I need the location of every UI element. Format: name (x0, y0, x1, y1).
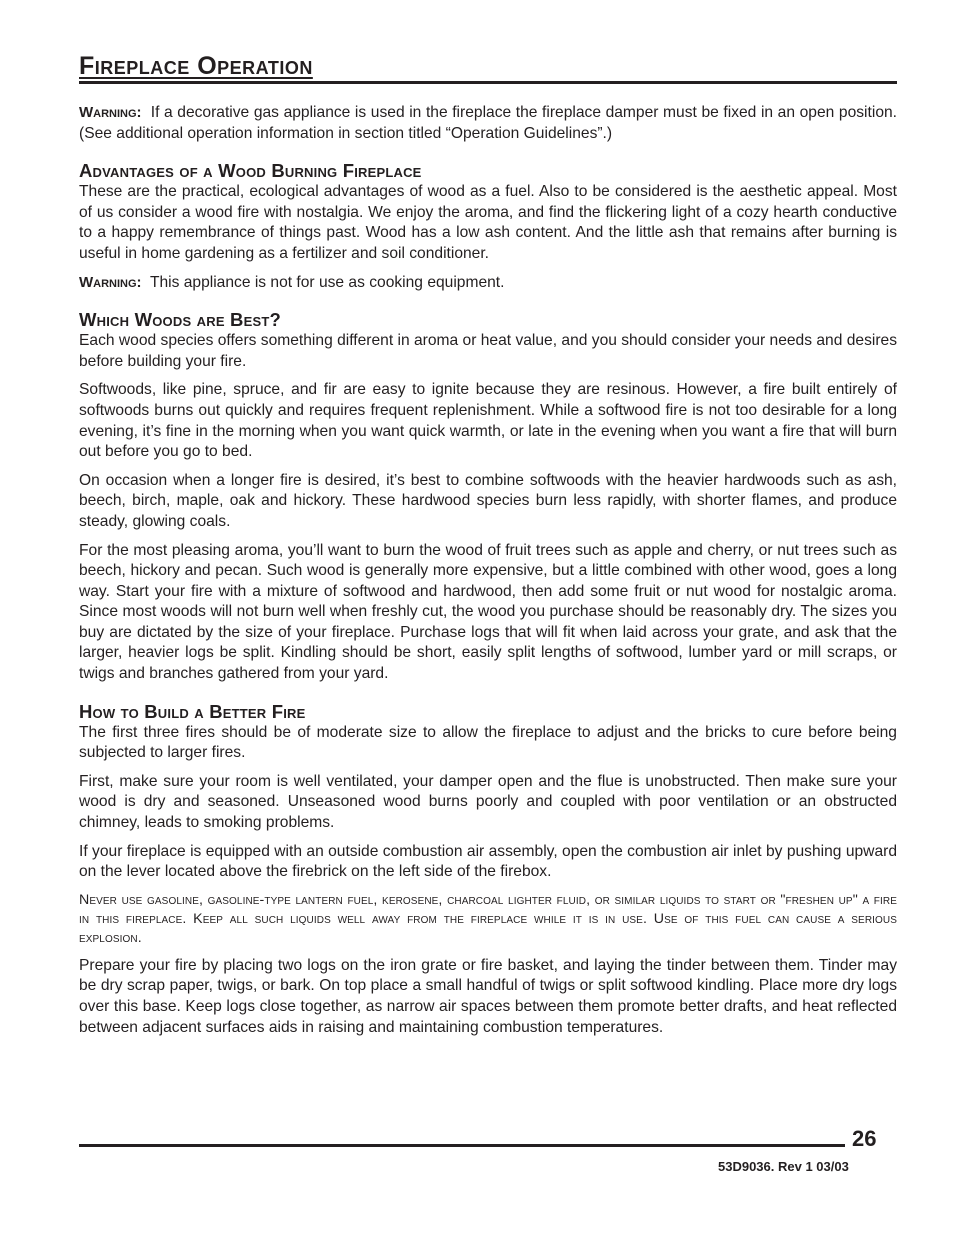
warning-paragraph (79, 103, 897, 144)
footer-rule (79, 1144, 845, 1147)
warning-label: Warning: (79, 273, 142, 291)
warning-text: If a decorative gas appliance is used in the fireplace the fireplace damper must be fixed in an open position. (See additional operation information in section titled “Operation Guidelines”.) (79, 104, 897, 142)
page-content (79, 54, 897, 1038)
paragraph: If your fireplace is equipped with an outside combustion air assembly, open the combustion air inlet by pushing upward on the lever located above the firebrick on the left side of the firebox. (79, 842, 897, 881)
paragraph: These are the practical, ecological advantages of wood as a fuel. Also to be considered is the aesthetic appeal. Most of us consider a wood fire with nostalgia. We enjoy the aroma, and find the flickering light of a cozy hearth conductive to a happy remembrance of things past. Wood has a low ash content. And the little ash that remains after burning is useful in home gardening as a fertilizer and soil conditioner. (79, 183, 897, 262)
paragraph: For the most pleasing aroma, you’ll want to burn the wood of fruit trees such as apple and cherry, or nut trees such as beech, hickory and pecan. Such wood is generally more expensive, but a little combined with other wood, goes a long way. Start your fire with a mixture of softwood and hardwood, then add some fruit or nut wood for nostalgic aroma. Since most woods will not burn well when freshly cut, the wood you purchase should be reasonably dry. The sizes you buy are dictated by the size of your fireplace. Purchase logs that will fit when laid across your grate, and ask that the larger, heavier logs be split. Kindling should be short, easily split lengths of softwood, lumber yard or mill scraps, or twigs and branches gathered from your yard. (79, 541, 897, 683)
warning-label: Warning: (79, 104, 142, 121)
document-id: 53D9036. Rev 1 03/03 (718, 1159, 849, 1174)
section-heading-woods: Which Woods are Best? (79, 309, 281, 331)
paragraph: On occasion when a longer fire is desired, it’s best to combine softwoods with the heavier hardwoods such as ash, beech, birch, maple, oak and hickory. These hardwood species burn less rapidly, with shorter flames, and produce steady, glowing coals. (79, 471, 897, 530)
warning-text: This appliance is not for use as cooking equipment. (149, 273, 505, 291)
caution-paragraph: Never use gasoline, gasoline-type lantern fuel, kerosene, charcoal lighter fluid, or similar liquids to start or "freshen up" a fire in this fireplace. Keep all such liquids well away from the fireplace while it is in use. Use of this fuel can cause a serious explosion. (79, 891, 897, 946)
paragraph: Softwoods, like pine, spruce, and fir are easy to ignite because they are resinous. However, a fire built entirely of softwoods burns out quickly and requires frequent replenishment. While a softwood fire is not too desirable for a long evening, it’s fine in the morning when you want quick warmth, or late in the evening when you want a fire that will burn out before you go to bed. (79, 381, 897, 461)
warning-paragraph (79, 273, 897, 294)
section-heading-advantages: Advantages of a Wood Burning Fireplace (79, 160, 422, 182)
paragraph: First, make sure your room is well ventilated, your damper open and the flue is unobstructed. Then make sure your wood is dry and seasoned. Unseasoned wood burns poorly and coupled with poor ventilation or an obstructed chimney, leads to smoking problems. (79, 772, 897, 832)
paragraph: The first three fires should be of moderate size to allow the fireplace to adjust and the bricks to cure before being subjected to larger fires. (79, 723, 897, 762)
page-title: Fireplace Operation (79, 54, 897, 84)
page-number: 26 (852, 1126, 877, 1151)
section-heading-build-fire: How to Build a Better Fire (79, 700, 306, 722)
paragraph: Prepare your fire by placing two logs on the iron grate or fire basket, and laying the tinder between them. Tinder may be dry scrap paper, twigs, or bark. On top place a small handful of twigs or split softwood kindling. Place more dry logs over this base. Keep logs close together, as narrow air spaces between them promote better drafts, and heat reflected between adjacent surfaces aids in raising and maintaining combustion temperatures. (79, 956, 897, 1036)
paragraph: Each wood species offers something different in aroma or heat value, and you should consider your needs and desires before building your fire. (79, 332, 897, 370)
